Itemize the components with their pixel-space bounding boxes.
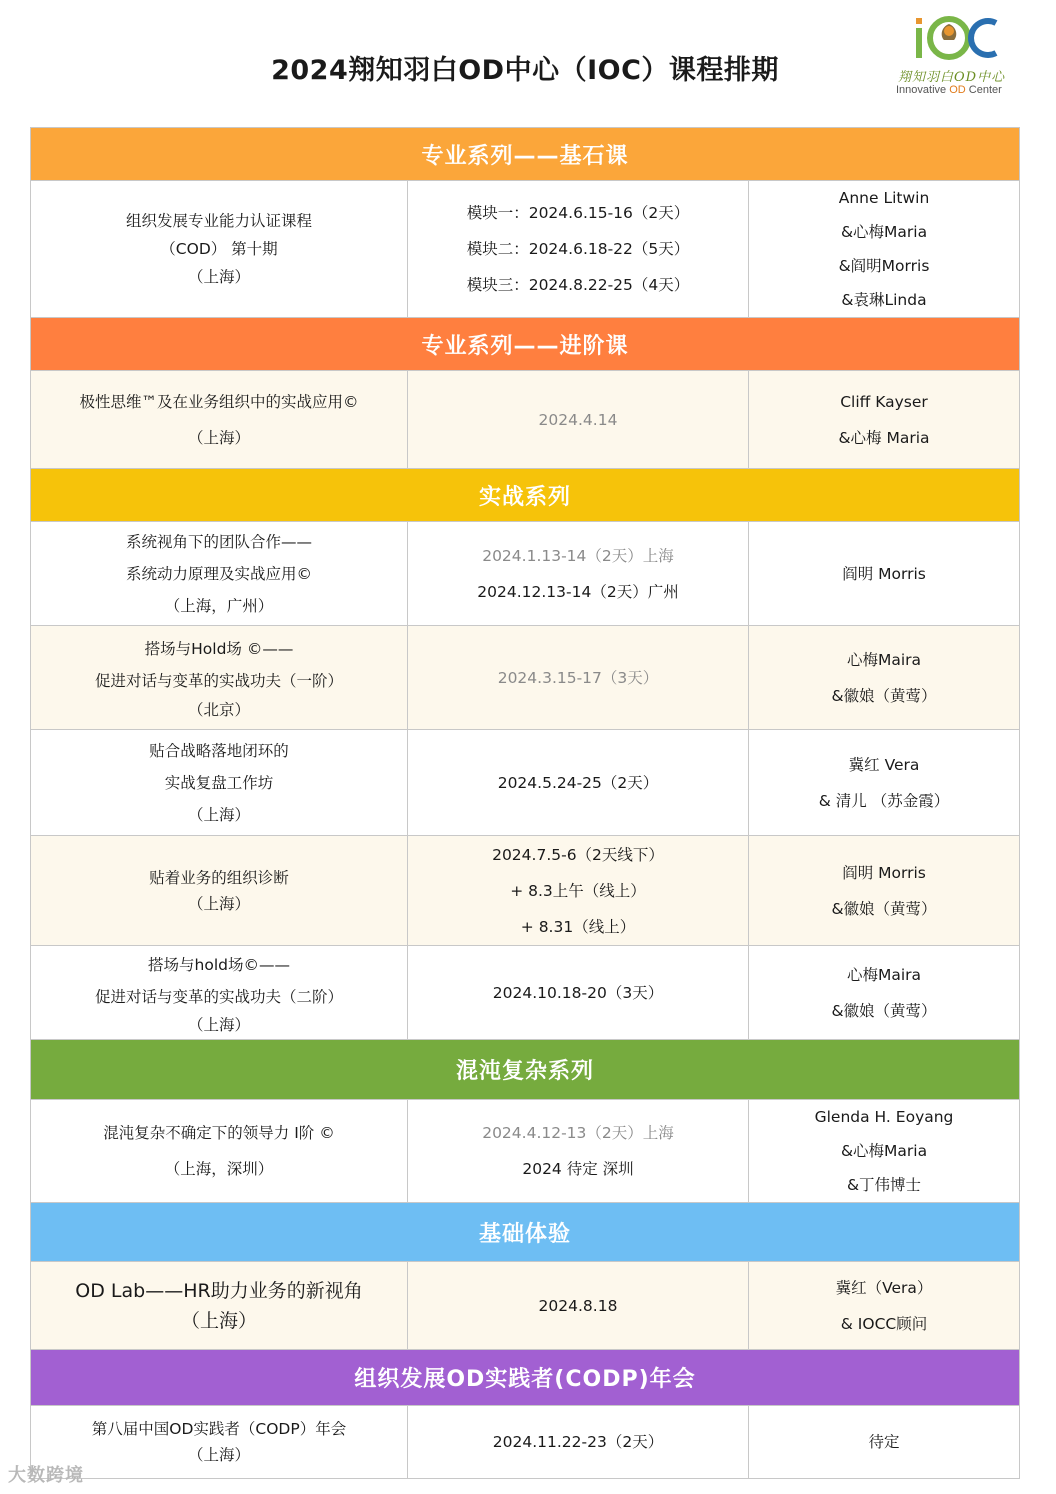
section-header-codp-annual: 组织发展OD实践者(CODP)年会 bbox=[31, 1350, 1020, 1406]
teachers-cell bbox=[749, 371, 1020, 469]
section-header-advanced: 专业系列——进阶课 bbox=[31, 318, 1020, 371]
course-line: 贴合战略落地闭环的 bbox=[149, 741, 289, 760]
course-line: 实战复盘工作坊 bbox=[164, 773, 274, 792]
course-line: （上海） bbox=[187, 894, 250, 913]
course-cell bbox=[31, 1100, 408, 1203]
course-cell bbox=[31, 836, 408, 946]
page-title: 2024翔知羽白OD中心（IOC）课程排期 bbox=[271, 55, 779, 86]
table-row bbox=[31, 1406, 1020, 1479]
course-line: 贴着业务的组织诊断 bbox=[149, 868, 289, 887]
logo-en-od: OD bbox=[949, 84, 966, 96]
section-header-basic-experience: 基础体验 bbox=[31, 1203, 1020, 1262]
course-cell bbox=[31, 946, 408, 1040]
date-line: 2024.4.14 bbox=[538, 410, 618, 429]
teacher-line: &阎明Morris bbox=[838, 257, 930, 275]
teachers-cell bbox=[749, 1406, 1020, 1479]
date-line: 模块二：2024.6.18-22（5天） bbox=[466, 240, 690, 258]
teacher-line: &心梅Maria bbox=[840, 1142, 928, 1160]
teachers-cell bbox=[749, 1262, 1020, 1350]
date-line: 2024.4.12-13（2天）上海 bbox=[482, 1124, 674, 1142]
teacher-line: &心梅 Maria bbox=[838, 428, 930, 447]
date-line: 2024.1.13-14（2天）上海 bbox=[482, 546, 674, 565]
teacher-line: &丁伟博士 bbox=[846, 1176, 922, 1194]
date-line: + 8.31（线上） bbox=[520, 917, 636, 936]
teacher-line: & 清儿 （苏金霞） bbox=[818, 791, 950, 810]
logo-en-prefix: Innovative bbox=[896, 84, 950, 96]
course-line: （上海） bbox=[187, 268, 250, 286]
course-cell bbox=[31, 730, 408, 836]
course-cell bbox=[31, 522, 408, 626]
course-line: （上海，深圳） bbox=[164, 1160, 274, 1178]
date-line: + 8.3上午（线上） bbox=[510, 881, 646, 900]
table-row bbox=[31, 1100, 1020, 1203]
teacher-line: 待定 bbox=[868, 1433, 900, 1451]
course-line: （上海） bbox=[187, 805, 250, 824]
course-line: 混沌复杂不确定下的领导力 I阶 © bbox=[103, 1124, 335, 1142]
date-line: 2024.8.18 bbox=[538, 1296, 618, 1315]
logo-en-suffix: Center bbox=[965, 84, 1002, 96]
dates-cell bbox=[408, 1262, 749, 1350]
course-line: 系统视角下的团队合作—— bbox=[125, 532, 312, 551]
date-line: 2024.5.24-25（2天） bbox=[497, 773, 659, 792]
date-line: 2024.12.13-14（2天）广州 bbox=[477, 582, 679, 601]
course-line: 搭场与hold场©—— bbox=[148, 955, 290, 974]
section-header-practice: 实战系列 bbox=[31, 469, 1020, 522]
dates-cell bbox=[408, 1100, 749, 1203]
course-line: OD Lab——HR助力业务的新视角 bbox=[75, 1279, 363, 1302]
teacher-line: Cliff Kayser bbox=[840, 392, 928, 411]
logo-english-name bbox=[896, 84, 1002, 96]
course-line: （上海） bbox=[187, 428, 250, 447]
course-cell bbox=[31, 371, 408, 469]
watermark: 大数跨境 bbox=[8, 1465, 84, 1485]
dates-cell bbox=[408, 730, 749, 836]
teacher-line: 心梅Maira bbox=[846, 650, 922, 669]
ioc-logo bbox=[894, 14, 1026, 100]
dates-cell bbox=[408, 626, 749, 730]
course-line: （上海） bbox=[187, 1015, 250, 1034]
teachers-cell bbox=[749, 181, 1020, 318]
course-cell bbox=[31, 181, 408, 318]
teacher-line: 心梅Maira bbox=[846, 965, 922, 984]
course-line: 促进对话与变革的实战功夫（二阶） bbox=[94, 987, 343, 1006]
teacher-line: &徽娘（黄莺） bbox=[831, 686, 937, 705]
course-cell bbox=[31, 1406, 408, 1479]
table-row bbox=[31, 522, 1020, 626]
table-row bbox=[31, 946, 1020, 1040]
date-line: 2024.3.15-17（3天） bbox=[497, 668, 659, 687]
teacher-line: &心梅Maria bbox=[840, 223, 928, 241]
course-cell bbox=[31, 1262, 408, 1350]
teacher-line: & IOCC顾问 bbox=[840, 1314, 928, 1333]
date-line: 2024.10.18-20（3天） bbox=[492, 983, 664, 1002]
teachers-cell bbox=[749, 730, 1020, 836]
course-line: （北京） bbox=[187, 700, 250, 719]
section-header-foundation: 专业系列——基石课 bbox=[31, 128, 1020, 181]
course-line: 组织发展专业能力认证课程 bbox=[125, 212, 312, 230]
dates-cell bbox=[408, 946, 749, 1040]
course-line: 搭场与Hold场 ©—— bbox=[144, 639, 294, 658]
teacher-line: 冀红（Vera） bbox=[835, 1278, 933, 1297]
teacher-line: 阎明 Morris bbox=[842, 863, 926, 882]
course-line: （COD） 第十期 bbox=[160, 240, 278, 258]
course-line: （上海，广州） bbox=[164, 596, 274, 615]
course-line: （上海） bbox=[180, 1309, 257, 1332]
course-line: 系统动力原理及实战应用© bbox=[125, 564, 312, 583]
dates-cell bbox=[408, 1406, 749, 1479]
dates-cell bbox=[408, 371, 749, 469]
date-line: 模块一：2024.6.15-16（2天） bbox=[466, 204, 690, 222]
table-row bbox=[31, 181, 1020, 318]
teacher-line: 阎明 Morris bbox=[842, 564, 926, 583]
teachers-cell bbox=[749, 1100, 1020, 1203]
teachers-cell bbox=[749, 836, 1020, 946]
teacher-line: 冀红 Vera bbox=[848, 755, 920, 774]
teachers-cell bbox=[749, 946, 1020, 1040]
teacher-line: &徽娘（黄莺） bbox=[831, 1001, 937, 1020]
date-line: 2024.7.5-6（2天线下） bbox=[492, 845, 664, 864]
table-row bbox=[31, 626, 1020, 730]
table-row bbox=[31, 730, 1020, 836]
teacher-line: Anne Litwin bbox=[838, 189, 930, 207]
section-header-chaos: 混沌复杂系列 bbox=[31, 1040, 1020, 1100]
course-line: （上海） bbox=[187, 1446, 250, 1464]
ioc-logo-icon bbox=[894, 14, 1026, 66]
date-line: 模块三：2024.8.22-25（4天） bbox=[466, 276, 690, 294]
dates-cell bbox=[408, 181, 749, 318]
course-line: 促进对话与变革的实战功夫（一阶） bbox=[94, 671, 343, 690]
teacher-line: Glenda H. Eoyang bbox=[814, 1108, 954, 1126]
dates-cell bbox=[408, 836, 749, 946]
table-row bbox=[31, 371, 1020, 469]
teacher-line: &袁琳Linda bbox=[841, 291, 927, 309]
course-line: 第八届中国OD实践者（CODP）年会 bbox=[91, 1420, 347, 1438]
course-cell bbox=[31, 626, 408, 730]
date-line: 2024.11.22-23（2天） bbox=[492, 1433, 664, 1451]
teachers-cell bbox=[749, 626, 1020, 730]
course-line: 极性思维™及在业务组织中的实战应用© bbox=[79, 392, 359, 411]
teachers-cell bbox=[749, 522, 1020, 626]
teacher-line: &徽娘（黄莺） bbox=[831, 899, 937, 918]
table-row bbox=[31, 836, 1020, 946]
dates-cell bbox=[408, 522, 749, 626]
logo-chinese-name: 翔知羽白OD中心 bbox=[898, 70, 1006, 85]
course-schedule-table bbox=[30, 127, 1020, 1479]
table-row bbox=[31, 1262, 1020, 1350]
date-line: 2024 待定 深圳 bbox=[522, 1160, 634, 1178]
